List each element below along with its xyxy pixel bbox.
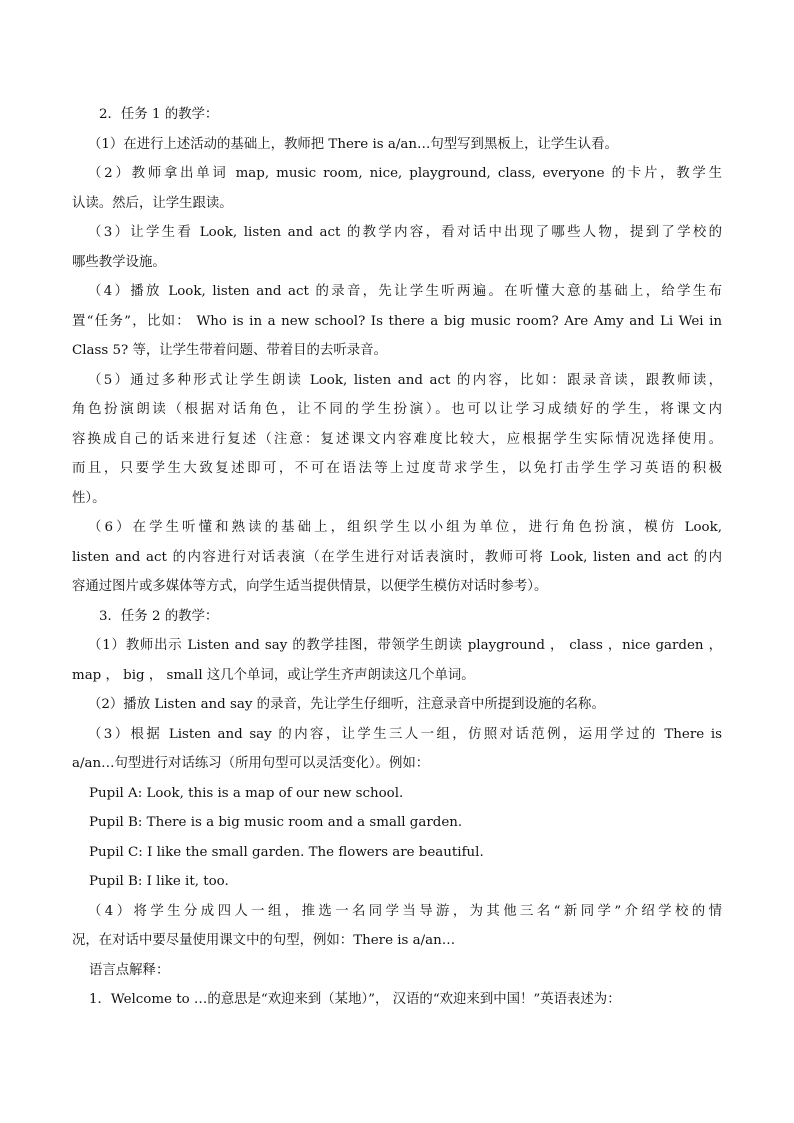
dialogue-line-pupil-a: Pupil A: Look, this is a map of our new school. [89,785,404,801]
section-heading-task-2: 3．任务 2 的教学： [99,608,219,624]
paragraph-line: 性）。 [72,490,106,506]
paragraph-line: 1．Welcome to …的意思是“欢迎来到（某地）”， 汉语的“欢迎来到中国！”英语表述为： [89,992,621,1007]
paragraph-line: listen and act 的内容进行对话表演（在学生进行对话表演时，教师可将 Look, listen and act 的内 [72,549,722,565]
paragraph-line: 认读。然后，让学生跟读。 [72,195,233,211]
paragraph-line: 角色扮演朗读（根据对话角色，让不同的学生扮演）。也可以让学习成绩好的学生，将课文内 [72,402,722,417]
paragraph-line: （4）播放 Look, listen and act 的录音，先让学生听两遍。在听懂大意的基础上，给学生布 [88,284,722,299]
paragraph-line: （6）在学生听懂和熟读的基础上，组织学生以小组为单位，进行角色扮演，模仿 Look, [88,520,722,535]
paragraph-line: （1）教师出示 Listen and say 的教学挂图，带领学生朗读 playground ， class ，nice garden ， [88,638,722,653]
paragraph-line: （3）让学生看 Look, listen and act 的教学内容，看对话中出现了哪些人物，提到了学校的 [88,225,722,240]
document-body [72,100,722,1015]
paragraph-line: map ， big ， small 这几个单词，或让学生齐声朗读这几个单词。 [72,667,475,683]
section-heading-language-points: 语言点解释： [89,962,170,978]
paragraph-line: 容通过图片或多媒体等方式，向学生适当提供情景，以便学生模仿对话时参考）。 [72,579,548,594]
dialogue-line-pupil-c: Pupil C: I like the small garden. The flowers are beautiful. [89,844,484,860]
dialogue-line-pupil-b: Pupil B: I like it, too. [89,874,229,889]
paragraph-line: （4）将学生分成四人一组，推选一名同学当导游，为其他三名“新同学”介绍学校的情 [88,903,722,919]
dialogue-line-pupil-b: Pupil B: There is a big music room and a small garden. [89,815,463,830]
paragraph-line: 哪些教学设施。 [72,254,166,270]
paragraph-line: （2）播放 Listen and say 的录音，先让学生仔细听，注意录音中所提到设施的名称。 [88,697,605,712]
paragraph-line: a/an…句型进行对话练习（所用句型可以灵活变化）。例如： [72,756,430,771]
paragraph-line: （5）通过多种形式让学生朗读 Look, listen and act 的内容，比如：跟录音读，跟教师读， [88,372,722,388]
paragraph-line: （2）教师拿出单词 map, music room, nice, playground, class, everyone 的卡片，教学生 [88,166,722,181]
paragraph-line: 而且，只要学生大致复述即可，不可在语法等上过度苛求学生，以免打击学生学习英语的积极 [72,461,722,476]
section-heading-task-1: 2．任务 1 的教学： [99,107,219,122]
paragraph-line: （1）在进行上述活动的基础上，教师把 There is a/an…句型写到黑板上，让学生认看。 [88,136,618,152]
paragraph-line: （3）根据 Listen and say 的内容，让学生三人一组，仿照对话范例，运用学过的 There is [88,726,722,742]
paragraph-line: 容换成自己的话来进行复述（注意：复述课文内容难度比较大，应根据学生实际情况选择使用。 [72,431,722,447]
paragraph-line: 置“任务”，比如： Who is in a new school? Is there a big music room? Are Amy and Li Wei in [72,313,722,329]
paragraph-line: 况，在对话中要尽量使用课文中的句型，例如：There is a/an… [72,933,456,948]
paragraph-line: Class 5? 等，让学生带着问题、带着目的去听录音。 [72,343,387,358]
